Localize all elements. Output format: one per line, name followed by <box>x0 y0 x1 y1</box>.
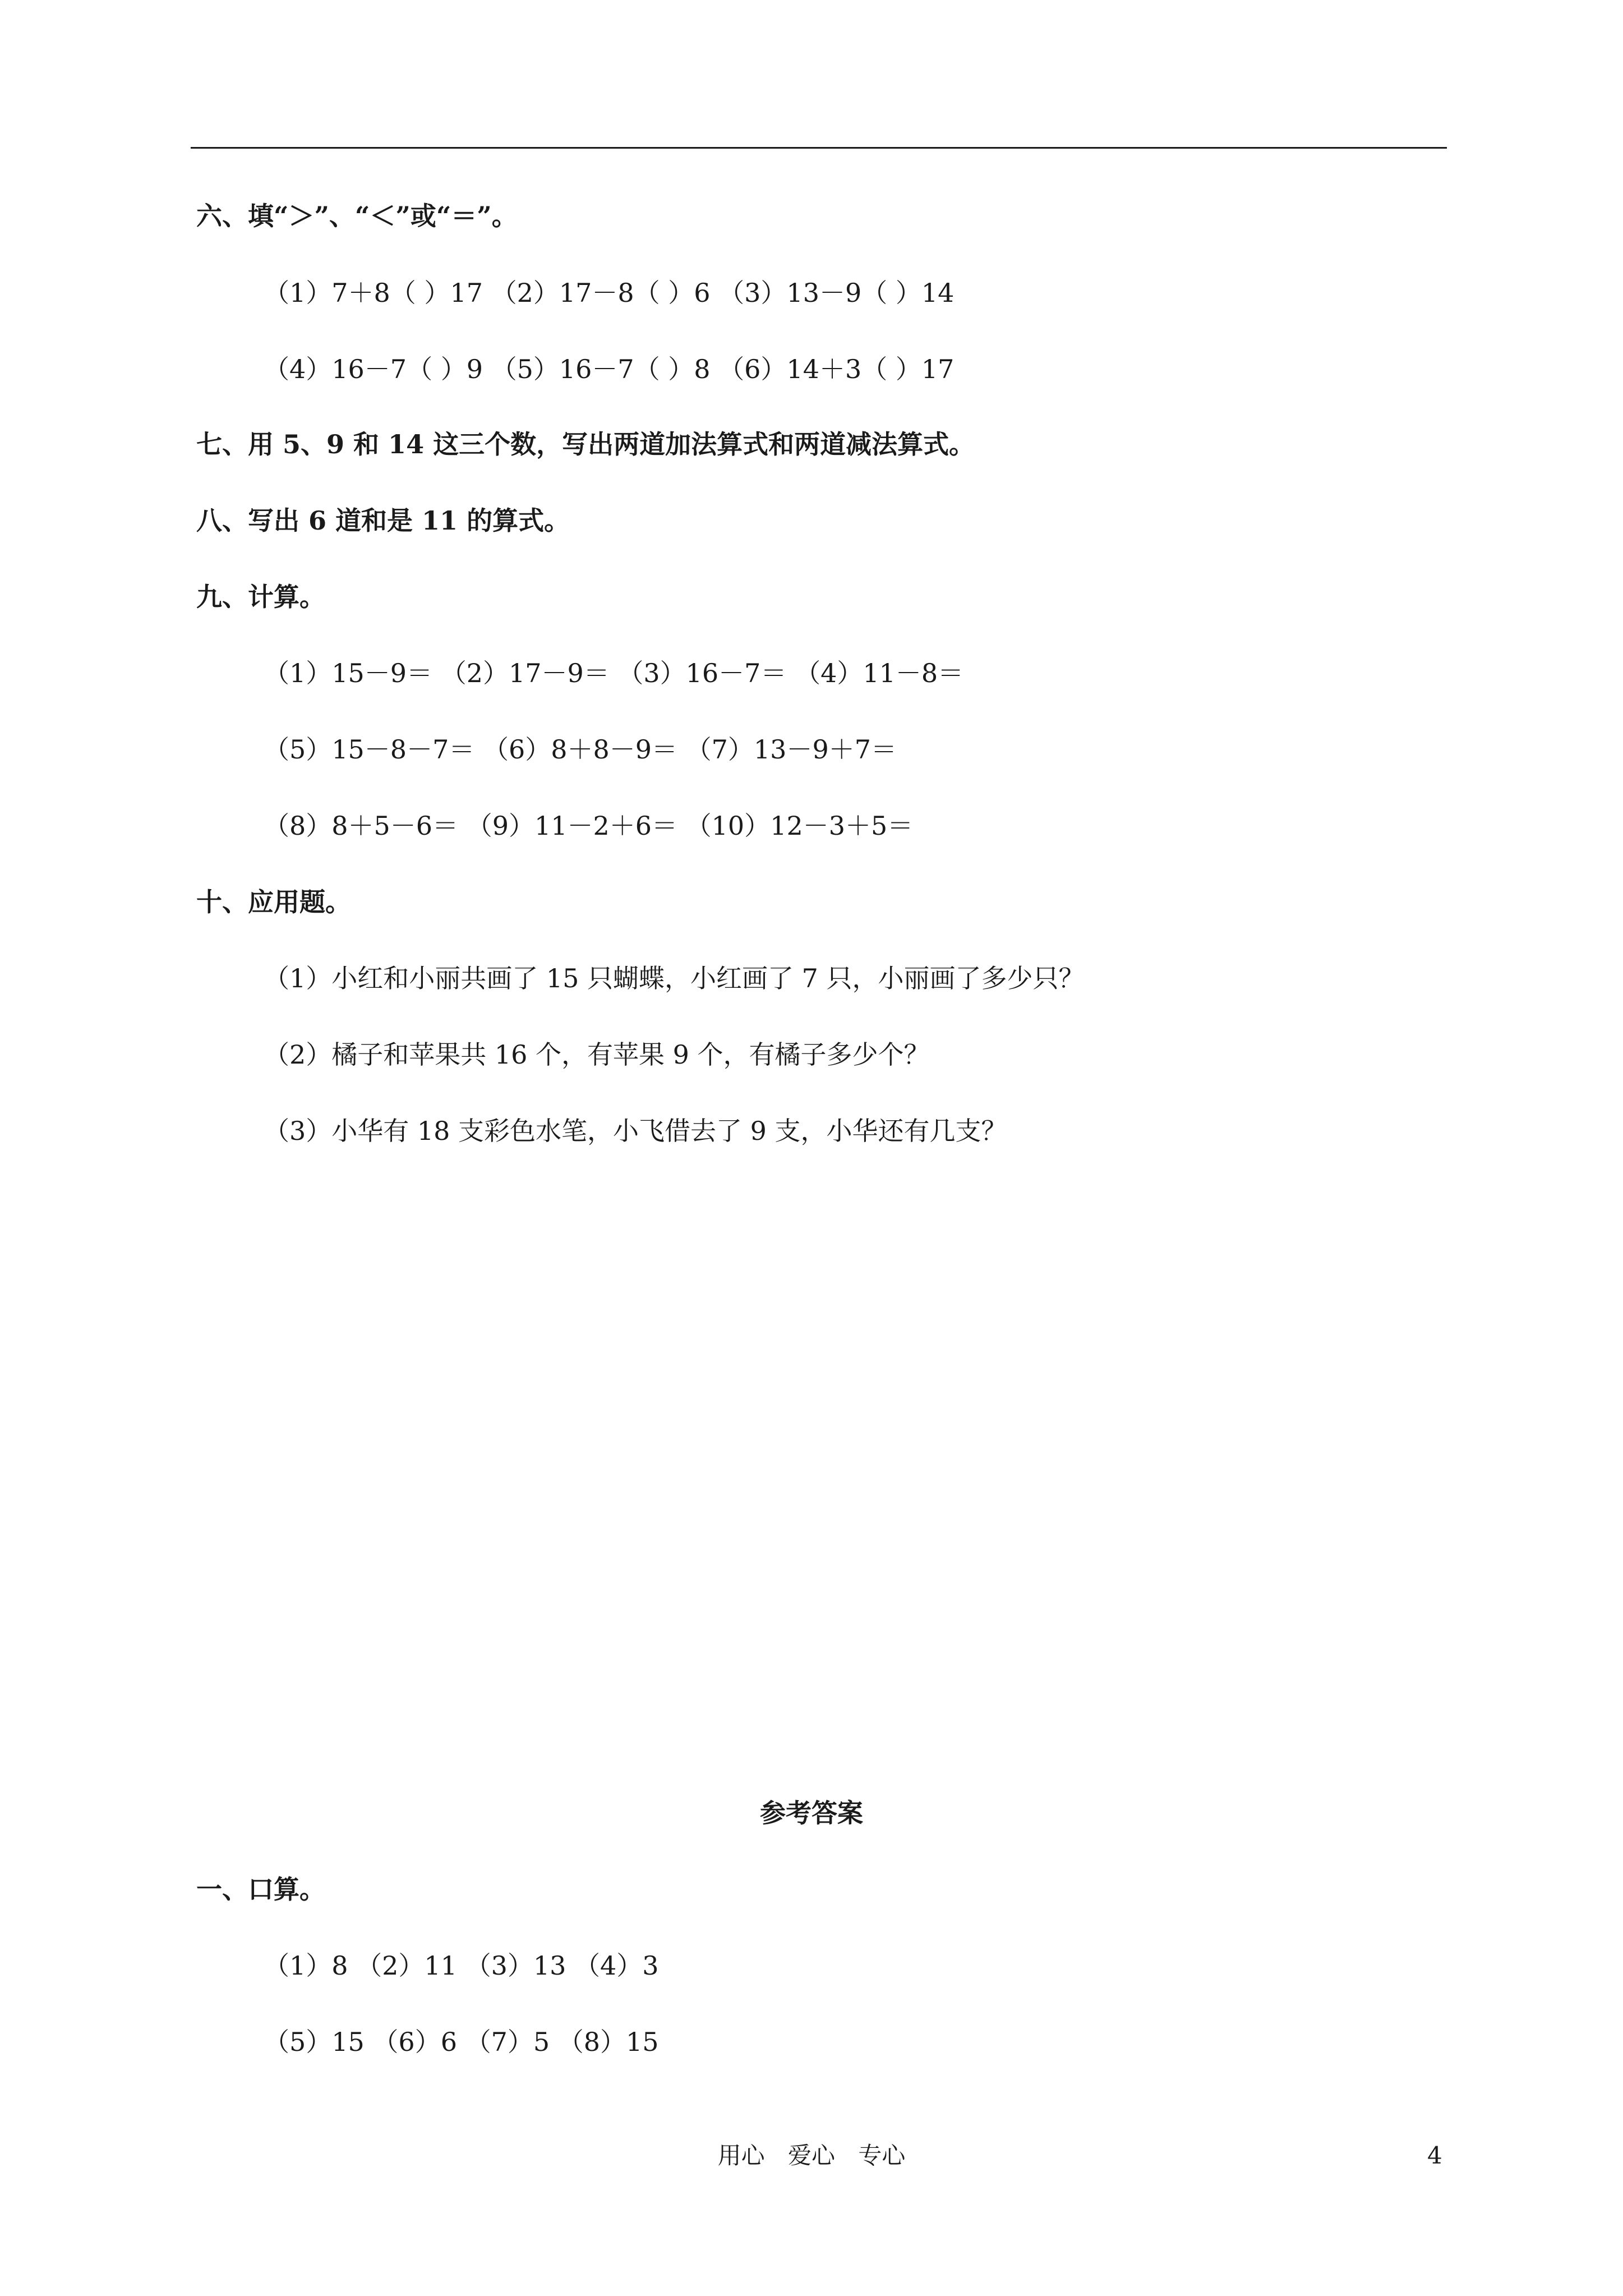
section-10-question-2: （2）橘子和苹果共 16 个，有苹果 9 个，有橘子多少个？ <box>264 1039 930 1070</box>
section-6-heading: 六、填“＞”、“＜”或“＝”。 <box>196 201 518 231</box>
section-10-question-3: （3）小华有 18 支彩色水笔，小飞借去了 9 支，小华还有几支？ <box>264 1116 1007 1146</box>
answers-row-1: （1）8 （2）11 （3）13 （4）3 <box>264 1950 659 1981</box>
section-10-heading: 十、应用题。 <box>196 887 351 917</box>
answers-title: 参考答案 <box>760 1798 863 1828</box>
section-9-row-1: （1）15－9＝ （2）17－9＝ （3）16－7＝ （4）11－8＝ <box>264 658 964 688</box>
answers-section-1-heading: 一、口算。 <box>196 1874 325 1904</box>
section-6-row-2: （4）16－7（ ）9 （5）16－7（ ）8 （6）14＋3（ ）17 <box>264 354 955 384</box>
section-9-heading: 九、计算。 <box>196 582 325 612</box>
section-7-heading: 七、用 5、9 和 14 这三个数，写出两道加法算式和两道减法算式。 <box>196 429 975 459</box>
section-9-row-2: （5）15－8－7＝ （6）8＋8－9＝ （7）13－9＋7＝ <box>264 734 897 765</box>
page-footer: 用心 爱心 专心 <box>717 2142 906 2169</box>
section-10-question-1: （1）小红和小丽共画了 15 只蝴蝶，小红画了 7 只，小丽画了多少只？ <box>264 963 1085 993</box>
page-number: 4 <box>1427 2142 1442 2169</box>
section-8-heading: 八、写出 6 道和是 11 的算式。 <box>196 505 570 536</box>
section-9-row-3: （8）8＋5－6＝ （9）11－2＋6＝ （10）12－3＋5＝ <box>264 811 914 841</box>
header-rule <box>191 147 1447 149</box>
answers-row-2: （5）15 （6）6 （7）5 （8）15 <box>264 2027 659 2057</box>
section-6-row-1: （1）7＋8（ ）17 （2）17－8（ ）6 （3）13－9（ ）14 <box>264 278 955 308</box>
